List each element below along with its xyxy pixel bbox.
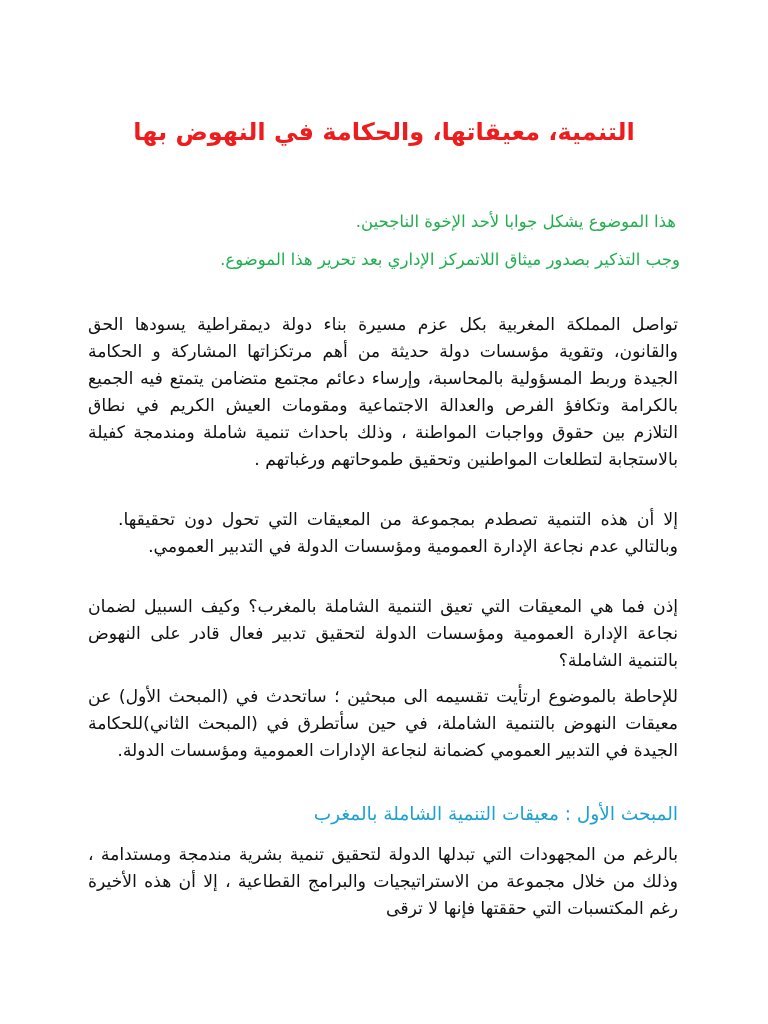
obstacles-paragraph: إلا أن هذه التنمية تصطدم بمجموعة من المعيقات التي تحول دون تحقيقها. وبالتالي عدم نجاعة الإدارة العمومية ومؤسسات الدولة في التدبير العمومي. bbox=[118, 510, 678, 557]
note-line-1: هذا الموضوع يشكل جوابا لأحد الإخوة الناجحين. bbox=[355, 212, 676, 231]
section-paragraph: بالرغم من المجهودات التي تبدلها الدولة لتحقيق تنمية بشرية مندمجة ومستدامة ، وذلك من خلال مجموعة من الاستراتيجيات والبرامج القطاعية ، إلا أن هذه الأخيرة رغم المكتسبات التي حققتها فإنها لا ترقى bbox=[88, 845, 678, 919]
section-heading: المبحث الأول : معيقات التنمية الشاملة بالمغرب bbox=[313, 804, 678, 825]
note-line-2: وجب التذكير بصدور ميثاق اللاتمركز الإداري بعد تحرير هذا الموضوع. bbox=[220, 250, 680, 269]
intro-paragraph: تواصل المملكة المغربية بكل عزم مسيرة بناء دولة ديمقراطية يسودها الحق والقانون، وتقوية مؤسسات دولة حديثة من أهم مرتكزاتها المشاركة و الحكامة الجيدة وربط المسؤولية بالمحاسبة، وإرساء دعائم مجتمع متضامن يتمتع فيه الجميع بالكرامة وتكافؤ الفرص والعدالة الاجتماعية ومقومات العيش الكريم في نطاق التلازم بين حقوق وواجبات المواطنة ، وذلك باحداث تنمية شاملة ومندمجة كفيلة بالاستجابة لتطلعات المواطنين وتحقيق طموحاتهم ورغباتهم . bbox=[88, 315, 678, 470]
plan-paragraph: للإحاطة بالموضوع ارتأيت تقسيمه الى مبحثين ؛ ساتحدث في (المبحث الأول) عن معيقات النهوض بالتنمية الشاملة، في حين سأتطرق في (المبحث الثاني)للحكامة الجيدة في التدبير العمومي كضمانة لنجاعة الإدارات العمومية ومؤسسات الدولة. bbox=[88, 687, 678, 761]
document-title: التنمية، معيقاتها، والحكامة في النهوض بها bbox=[133, 118, 635, 146]
problem-question-paragraph: إذن فما هي المعيقات التي تعيق التنمية الشاملة بالمغرب؟ وكيف السبيل لضمان نجاعة الإدارة العمومية ومؤسسات الدولة لتحقيق تدبير فعال قادر على النهوض بالتنمية الشاملة؟ bbox=[88, 597, 678, 671]
